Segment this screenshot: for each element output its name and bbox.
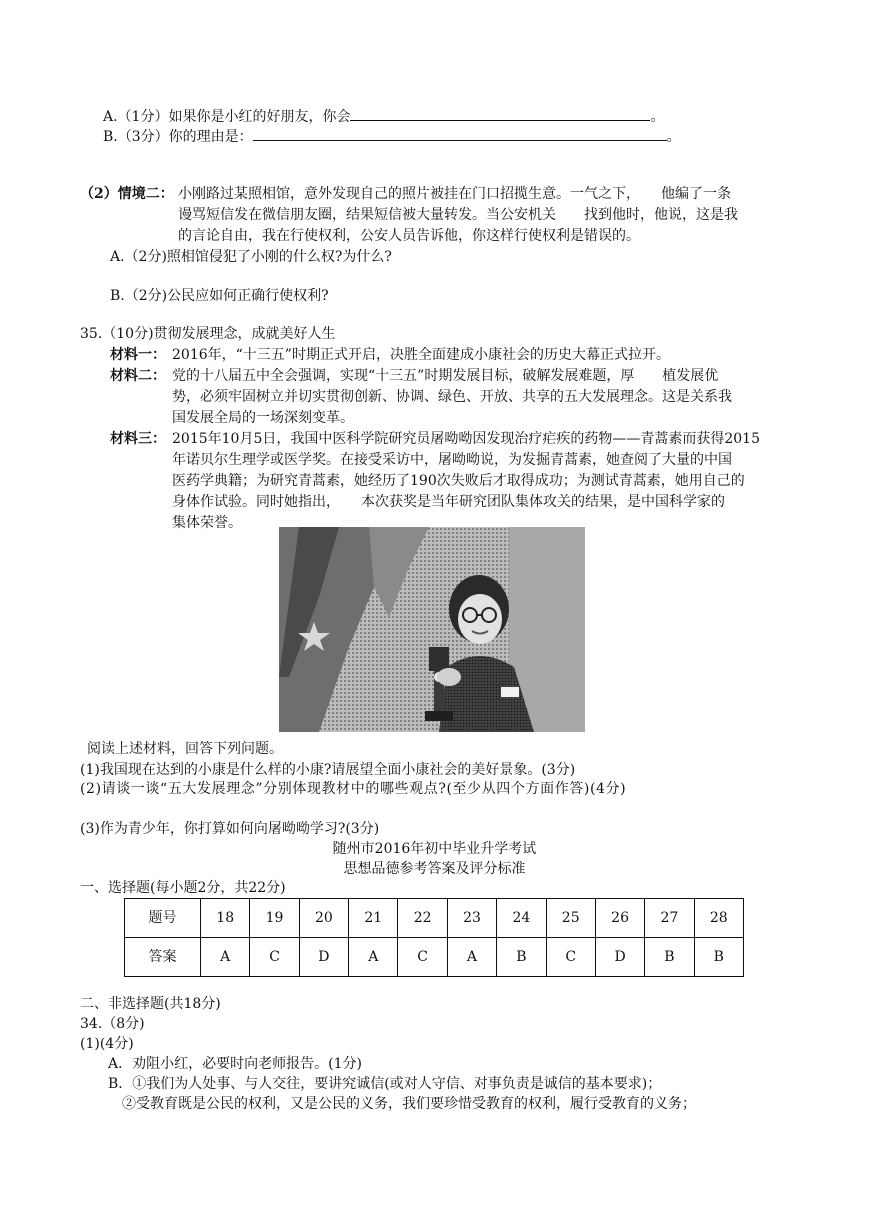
material2-label: 材料二： (110, 368, 166, 384)
answer-cell: B (497, 938, 546, 977)
material1-label: 材料一： (110, 347, 166, 363)
answer-table-row-numbers (125, 899, 744, 938)
material3-line4: 身体作试验。同时她指出， 本次获奖是当年研究团队集体攻关的结果，是中国科学家的 (172, 494, 725, 510)
q34-b-line: B.（3分）你的理由是： 。 (103, 126, 681, 147)
answer-title-1: 随州市2016年初中毕业升学考试 (332, 841, 537, 857)
material2-line3: 国发展全局的一场深刻变革。 (172, 410, 354, 426)
scene2-line1: 小刚路过某照相馆，意外发现自己的照片被挂在门口招揽生意。一气之下， 他编了一条 (178, 186, 731, 202)
material1-text: 2016年，“十三五”时期正式开启，决胜全面建成小康社会的历史大幕正式拉开。 (172, 347, 670, 363)
material3-label: 材料三： (110, 431, 166, 447)
answer-table (124, 898, 744, 977)
q35-title: 35.（10分)贯彻发展理念，成就美好人生 (80, 326, 336, 342)
material2-line1: 党的十八届五中全会强调，实现“十三五”时期发展目标，破解发展难题，厚 植发展优 (172, 368, 719, 384)
answer-cell: A (447, 938, 496, 977)
answer-cell: B (645, 938, 694, 977)
answer-cell: D (299, 938, 348, 977)
row-label-answer: 答案 (125, 938, 201, 977)
answer-cell: C (250, 938, 299, 977)
material3-line5: 集体荣誉。 (172, 515, 242, 531)
scene2-line2: 谩骂短信发在微信朋友圈，结果短信被大量转发。当公安机关 找到他时，他说，这是我 (178, 207, 738, 223)
question-number: 27 (645, 899, 694, 938)
answer-cell: A (349, 938, 398, 977)
answer-q34-part1: (1)(4分) (80, 1036, 134, 1052)
answer-q34-heading: 34.（8分) (80, 1016, 145, 1032)
question-number: 21 (349, 899, 398, 938)
question-number: 25 (546, 899, 595, 938)
question-number: 24 (497, 899, 546, 938)
row-label-number: 题号 (125, 899, 201, 938)
q35-sub2: (2)请谈一谈“五大发展理念”分别体现教材中的哪些观点?(至少从四个方面作答)(4分) (80, 781, 627, 797)
q34-a-line: A.（1分）如果你是小红的好朋友，你会 。 (103, 106, 664, 127)
q34-a-label: A.（1分）如果你是小红的好朋友，你会 (103, 109, 351, 125)
read-instruction: 阅读上述材料，回答下列问题。 (87, 741, 283, 757)
answer-q34-1b-2: ②受教育既是公民的权利，又是公民的义务，我们要珍惜受教育的权利，履行受教育的义务； (122, 1096, 696, 1112)
scene2-label: （2）情境二： (80, 186, 174, 202)
answer-q34-1a: A．劝阻小红，必要时向老师报告。(1分) (108, 1056, 362, 1072)
section1-heading: 一、选择题(每小题2分，共22分) (80, 880, 286, 896)
answer-cell: D (595, 938, 644, 977)
answer-cell: A (201, 938, 250, 977)
q35-sub3: (3)作为青少年，你打算如何向屠呦呦学习?(3分) (80, 821, 380, 837)
answer-cell: C (398, 938, 447, 977)
award-photo (279, 527, 585, 732)
answer-title-2: 思想品德参考答案及评分标准 (343, 861, 526, 877)
scene2-question-a: A.（2分)照相馆侵犯了小刚的什么权?为什么? (110, 249, 392, 265)
material3-line3: 医药学典籍；为研究青蒿素，她经历了190次失败后才取得成功；为测试青蒿素，她用自己的 (172, 473, 745, 489)
scene2-line3: 的言论自由，我在行使权利，公安人员告诉他，你这样行使权利是错误的。 (178, 228, 640, 244)
answer-cell: C (546, 938, 595, 977)
q34-b-label: B.（3分）你的理由是： (103, 129, 253, 145)
q34-b-blank[interactable] (253, 126, 667, 141)
question-number: 18 (201, 899, 250, 938)
section2-heading: 二、非选择题(共18分) (80, 996, 221, 1012)
question-number: 19 (250, 899, 299, 938)
question-number: 20 (299, 899, 348, 938)
answer-table-row-answers (125, 938, 744, 977)
material3-line2: 年诺贝尔生理学或医学奖。在接受采访中，屠呦呦说，为发掘青蒿素，她查阅了大量的中国 (172, 452, 732, 468)
scene2-question-b: B.（2分)公民应如何正确行使权利? (110, 288, 329, 304)
q34-a-blank[interactable] (350, 106, 650, 121)
question-number: 22 (398, 899, 447, 938)
question-number: 26 (595, 899, 644, 938)
award-photo-image (279, 527, 585, 732)
material2-line2: 势，必须牢固树立并切实贯彻创新、协调、绿色、开放、共享的五大发展理念。这是关系我 (172, 389, 732, 405)
answer-q34-1b-1: B．①我们为人处事、与人交往，要讲究诚信(或对人守信、对事负责是诚信的基本要求)； (108, 1076, 662, 1092)
answer-cell: B (694, 938, 743, 977)
question-number: 23 (447, 899, 496, 938)
question-number: 28 (694, 899, 743, 938)
q35-sub1: (1)我国现在达到的小康是什么样的小康?请展望全面小康社会的美好景象。(3分) (80, 762, 576, 778)
material3-line1: 2015年10月5日，我国中医科学院研究员屠呦呦因发现治疗疟疾的药物——青蒿素而获得2015 (172, 431, 760, 447)
